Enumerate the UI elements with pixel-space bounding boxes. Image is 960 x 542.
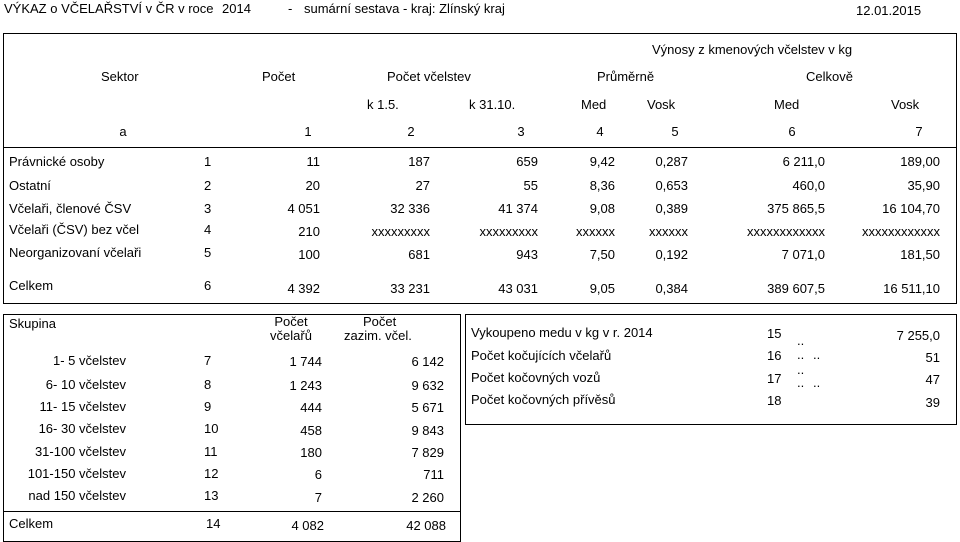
row-k15: 187	[408, 154, 430, 169]
side-label: Počet kočujících včelařů	[471, 348, 612, 363]
group-name: nad 150 včelstev	[28, 488, 126, 503]
group-zazim: 2 260	[411, 490, 444, 505]
index-7: 7	[915, 124, 923, 139]
index-4: 4	[596, 124, 604, 139]
row-pocet: 20	[305, 178, 320, 193]
group-code: 13	[204, 488, 219, 503]
report-year: 2014	[222, 1, 251, 16]
report-title: VÝKAZ o VČELAŘSTVÍ v ČR v roce	[4, 1, 214, 16]
row-pocet: 4 051	[287, 201, 320, 216]
total-code: 6	[204, 278, 212, 293]
group-vcelaru: 180	[300, 445, 322, 460]
group-name: 31-100 včelstev	[34, 444, 126, 459]
title-dash: -	[288, 1, 293, 16]
header-vosk-total: Vosk	[891, 97, 920, 112]
row-pocet: 210	[298, 224, 320, 239]
header-pocet-vcelaru-2: včelařů	[270, 328, 312, 343]
row-celk-med: xxxxxxxxxxxx	[747, 224, 825, 239]
row-celk-med: 375 865,5	[767, 201, 825, 216]
group-code: 10	[204, 421, 219, 436]
row-prum-med: 9,08	[589, 201, 615, 216]
row-k15: xxxxxxxxx	[371, 224, 430, 239]
group-total-name: Celkem	[9, 516, 54, 531]
group-zazim: 9 632	[411, 378, 444, 393]
row-name: Včelaři, členové ČSV	[9, 201, 132, 216]
row-k15: 27	[415, 178, 430, 193]
side-label: Počet kočovných přívěsů	[471, 392, 616, 407]
row-code: 1	[204, 154, 212, 169]
side-dots: ..	[797, 333, 805, 348]
total-prum-vosk: 0,384	[655, 281, 688, 296]
header-prumerne: Průměrně	[597, 69, 655, 84]
group-name: 1- 5 včelstev	[53, 353, 126, 368]
row-k3110: 659	[516, 154, 538, 169]
index-6: 6	[788, 124, 796, 139]
row-code: 2	[204, 178, 212, 193]
group-code: 9	[204, 399, 212, 414]
row-celk-med: 460,0	[792, 178, 825, 193]
group-code: 8	[204, 377, 212, 392]
side-value: 51	[925, 350, 940, 365]
side-value: 47	[925, 372, 940, 387]
group-total-vcelaru: 4 082	[291, 518, 324, 533]
group-name: 101-150 včelstev	[27, 466, 126, 481]
index-a: a	[119, 124, 127, 139]
group-vcelaru: 6	[314, 467, 322, 482]
row-name: Ostatní	[9, 178, 51, 193]
total-k15: 33 231	[390, 281, 430, 296]
row-code: 3	[204, 201, 212, 216]
row-prum-med: 7,50	[589, 247, 615, 262]
row-celk-vosk: 16 104,70	[882, 201, 940, 216]
group-vcelaru: 458	[300, 423, 322, 438]
row-celk-vosk: 35,90	[907, 178, 940, 193]
side-dots: ..	[813, 375, 821, 390]
index-5: 5	[671, 124, 679, 139]
side-code: 18	[767, 393, 782, 408]
row-code: 5	[204, 245, 212, 260]
total-k3110: 43 031	[498, 281, 538, 296]
total-name: Celkem	[9, 278, 54, 293]
header-pocet: Počet	[262, 69, 296, 84]
side-dots: ..	[797, 347, 805, 362]
row-k3110: 943	[516, 247, 538, 262]
row-celk-vosk: 189,00	[900, 154, 940, 169]
group-zazim: 6 142	[411, 354, 444, 369]
header-pocet-vcelaru-1: Počet	[274, 314, 308, 329]
row-k3110: 55	[523, 178, 538, 193]
group-total-zazim: 42 088	[406, 518, 446, 533]
header-k3110: k 31.10.	[469, 97, 516, 112]
report-date: 12.01.2015	[856, 3, 922, 18]
row-prum-vosk: 0,287	[655, 154, 688, 169]
group-vcelaru: 1 243	[289, 378, 322, 393]
row-prum-vosk: 0,192	[655, 247, 688, 262]
side-label: Počet kočovných vozů	[471, 370, 601, 385]
group-name: 11- 15 včelstev	[39, 399, 126, 414]
side-dots: ..	[797, 362, 805, 377]
total-celk-vosk: 16 511,10	[883, 281, 940, 296]
row-prum-med: xxxxxx	[576, 224, 615, 239]
row-prum-med: 8,36	[589, 178, 615, 193]
group-code: 7	[204, 353, 212, 368]
group-vcelaru: 1 744	[289, 354, 322, 369]
index-1: 1	[304, 124, 312, 139]
total-pocet: 4 392	[287, 281, 320, 296]
side-code: 16	[767, 348, 782, 363]
index-2: 2	[407, 124, 415, 139]
header-vosk-avg: Vosk	[647, 97, 676, 112]
row-prum-vosk: 0,653	[655, 178, 688, 193]
header-celkove: Celkově	[806, 69, 853, 84]
header-pocet-vcelstev: Počet včelstev	[387, 69, 471, 84]
group-code: 11	[204, 444, 218, 459]
group-zazim: 5 671	[411, 400, 444, 415]
row-name: Neorganizovaní včelaři	[9, 245, 142, 260]
row-pocet: 100	[298, 247, 320, 262]
group-total-code: 14	[206, 516, 221, 531]
row-k15: 32 336	[390, 201, 430, 216]
group-code: 12	[204, 466, 219, 481]
row-k3110: xxxxxxxxx	[479, 224, 538, 239]
row-prum-med: 9,42	[589, 154, 615, 169]
row-pocet: 11	[306, 154, 320, 169]
group-zazim: 711	[423, 467, 444, 482]
header-k15: k 1.5.	[367, 97, 399, 112]
index-3: 3	[517, 124, 525, 139]
group-zazim: 7 829	[411, 445, 444, 460]
header-med-total: Med	[774, 97, 800, 112]
header-med-avg: Med	[581, 97, 607, 112]
row-celk-med: 7 071,0	[781, 247, 825, 262]
row-prum-vosk: 0,389	[655, 201, 688, 216]
report-subtitle: sumární sestava - kraj: Zlínský kraj	[304, 1, 505, 16]
header-sektor: Sektor	[101, 69, 139, 84]
group-vcelaru: 7	[314, 490, 322, 505]
row-code: 4	[204, 222, 212, 237]
side-value: 7 255,0	[896, 328, 940, 343]
group-vcelaru: 444	[300, 400, 322, 415]
side-code: 15	[767, 326, 782, 341]
header-pocet-zazim-1: Počet	[363, 314, 397, 329]
header-pocet-zazim-2: zazim. včel.	[344, 328, 412, 343]
header-vynosy: Výnosy z kmenových včelstev v kg	[652, 42, 853, 57]
row-prum-vosk: xxxxxx	[649, 224, 688, 239]
row-celk-vosk: 181,50	[900, 247, 940, 262]
row-k15: 681	[408, 247, 430, 262]
side-code: 17	[767, 371, 782, 386]
group-zazim: 9 843	[411, 423, 444, 438]
total-celk-med: 389 607,5	[767, 281, 825, 296]
row-k3110: 41 374	[498, 201, 538, 216]
side-value: 39	[925, 395, 940, 410]
row-celk-med: 6 211,0	[782, 154, 825, 169]
group-name: 6- 10 včelstev	[45, 377, 126, 392]
row-celk-vosk: xxxxxxxxxxxx	[862, 224, 940, 239]
group-name: 16- 30 včelstev	[38, 421, 126, 436]
total-prum-med: 9,05	[589, 281, 615, 296]
row-name: Včelaři (ČSV) bez včel	[9, 222, 140, 237]
side-dots: ..	[813, 347, 821, 362]
header-skupina: Skupina	[9, 316, 56, 331]
side-dots: ..	[797, 375, 805, 390]
row-name: Právnické osoby	[9, 154, 105, 169]
side-label: Vykoupeno medu v kg v r. 2014	[471, 325, 653, 340]
